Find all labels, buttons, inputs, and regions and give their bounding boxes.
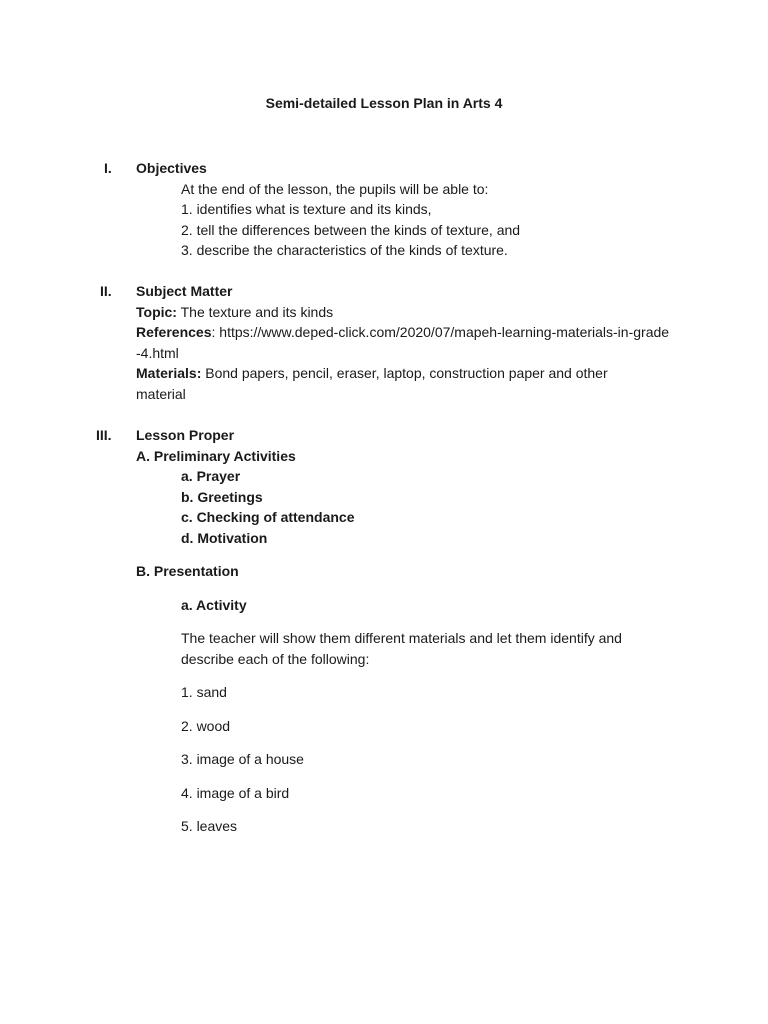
section-numeral: III.: [96, 427, 112, 443]
section-heading: Lesson Proper: [136, 427, 235, 443]
preliminary-heading: A. Preliminary Activities: [136, 447, 296, 464]
preliminary-item: d. Motivation: [181, 529, 268, 546]
references-value: : https://www.deped-click.com/2020/07/mapeh-learning-materials-in-grade-4.html: [136, 324, 670, 361]
topic-label: Topic:: [136, 303, 177, 320]
objective-item: 2. tell the differences between the kinds of texture, and: [181, 221, 521, 238]
topic-line: [136, 302, 676, 323]
topic-value: The texture and its kinds: [176, 303, 334, 320]
references-line: [136, 322, 671, 363]
activity-item: 3. image of a house: [181, 751, 304, 767]
preliminary-item: a. Prayer: [181, 468, 241, 484]
page-title: Semi-detailed Lesson Plan in Arts 4: [265, 95, 503, 111]
activity-item: 2. wood: [181, 717, 231, 734]
objective-item: 3. describe the characteristics of the kinds of texture.: [181, 242, 508, 258]
preliminary-item: c. Checking of attendance: [181, 509, 355, 525]
objective-item: 1. identifies what is texture and its kinds,: [181, 201, 432, 217]
activity-item: 1. sand: [181, 684, 227, 700]
section-numeral: I.: [104, 160, 112, 176]
activity-item: 4. image of a bird: [181, 784, 290, 801]
materials-label: Materials:: [136, 365, 202, 381]
section-numeral: II.: [100, 283, 112, 299]
preliminary-item: b. Greetings: [181, 488, 263, 505]
references-label: References: [136, 324, 212, 340]
activity-item: 5. leaves: [181, 818, 238, 834]
objectives-intro: At the end of the lesson, the pupils will be able to:: [181, 180, 489, 197]
section-heading: Objectives: [136, 160, 207, 176]
materials-value: Bond papers, pencil, eraser, laptop, construction paper and other material: [136, 365, 608, 402]
activity-heading: a. Activity: [181, 596, 247, 613]
presentation-heading: B. Presentation: [136, 563, 239, 579]
lesson-proper-content: [136, 425, 676, 837]
objectives-content: [136, 158, 676, 261]
section-heading: Subject Matter: [136, 283, 233, 299]
subject-matter-content: [136, 281, 676, 404]
activity-text: The teacher will show them different materials and let them identify and describe each of the following:: [181, 630, 622, 667]
materials-line: [136, 363, 656, 404]
